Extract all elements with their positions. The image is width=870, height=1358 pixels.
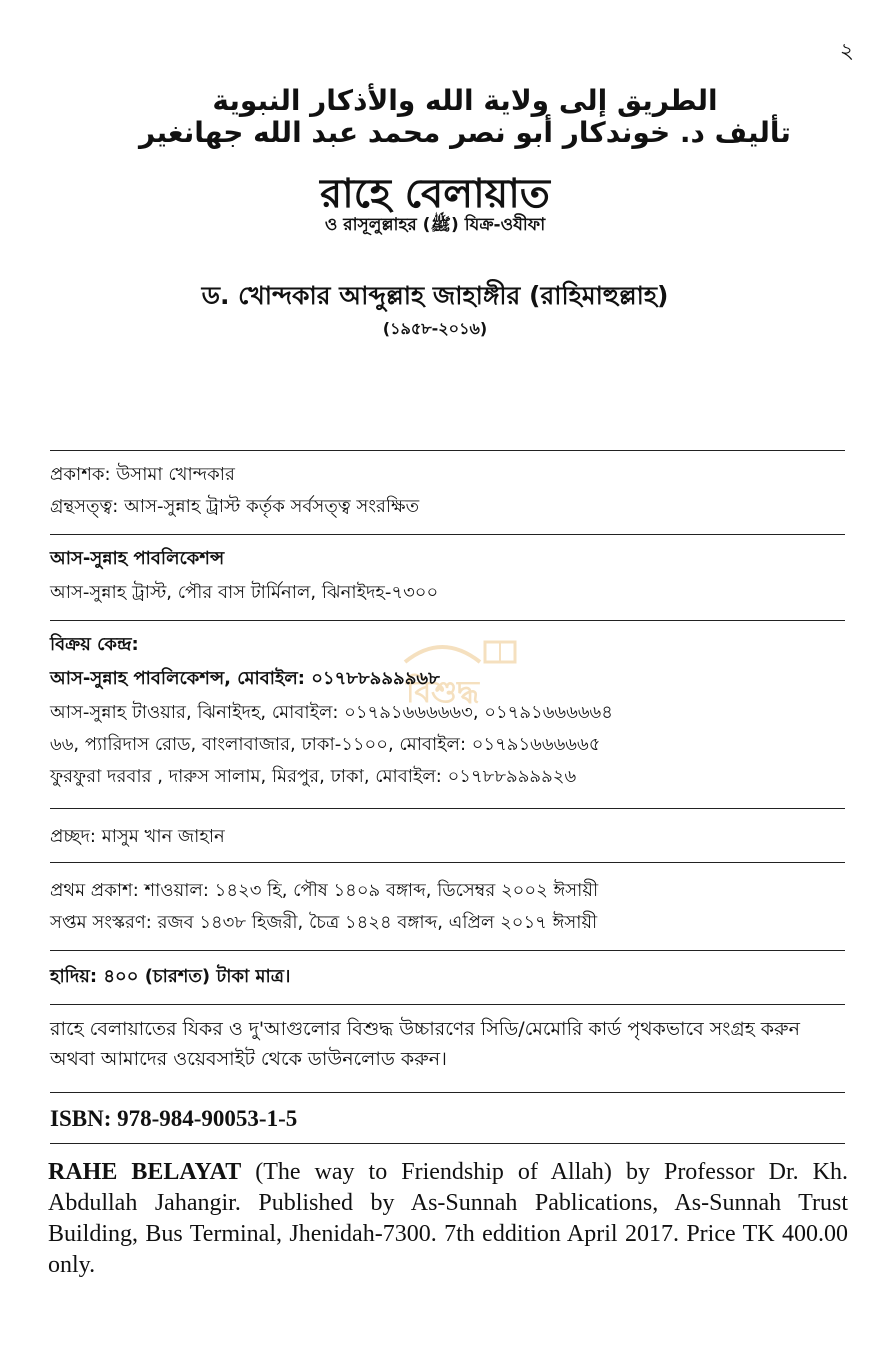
- sales-line-3: ৬৬, প্যারিদাস রোড, বাংলাবাজার, ঢাকা-১১০০, মোবাইল: ০১৭৯১৬৬৬৬৬৫: [50, 734, 601, 755]
- book-subtitle: ও রাসূলুল্লাহর (ﷺ) যিক্র-ওযীফা: [324, 215, 546, 235]
- book-title: রাহে বেলায়াত: [320, 171, 550, 217]
- publication-address: আস-সুন্নাহ ট্রাস্ট, পৌর বাস টার্মিনাল, ঝিনাইদহ-৭৩০০: [50, 582, 439, 603]
- divider: [50, 808, 845, 809]
- publisher-line: প্রকাশক: উসামা খোন্দকার: [50, 464, 235, 485]
- english-colophon: [48, 1157, 848, 1281]
- sales-line-4: ফুরফুরা দরবার , দারুস সালাম, মিরপুর, ঢাকা, মোবাইল: ০১৭৮৮৯৯৯৯২৬: [50, 766, 577, 787]
- publication-name: আস-সুন্নাহ পাবলিকেশন্স: [50, 548, 225, 569]
- first-edition: প্রথম প্রকাশ: শাওয়াল: ১৪২৩ হি, পৌষ ১৪০৯ বঙ্গাব্দ, ডিসেম্বর ২০০২ ঈসায়ী: [50, 880, 599, 901]
- notice-paragraph: রাহে বেলায়াতের যিকর ও দু'আগুলোর বিশুদ্ধ উচ্চারণের সিডি/মেমোরি কার্ড পৃথকভাবে সংগ্রহ করুন অথবা আমাদের ওয়েবসাইট থেকে ডাউনলোড করুন।: [50, 1018, 800, 1070]
- author-name: ড. খোন্দকার আব্দুল্লাহ জাহাঙ্গীর (রাহিমাহুল্লাহ): [201, 281, 669, 310]
- divider: [50, 1092, 845, 1093]
- divider: [50, 620, 845, 621]
- sales-heading: বিক্রয় কেন্দ্র:: [50, 634, 139, 655]
- watermark-text: বিশুদ্ধ: [405, 675, 480, 710]
- divider: [50, 534, 845, 535]
- book-logo-icon: [335, 632, 550, 672]
- divider: [50, 1143, 845, 1144]
- price: হাদিয়: ৪০০ (চারশত) টাকা মাত্র।: [50, 966, 291, 987]
- cover-credit: প্রচ্ছদ: মাসুম খান জাহান: [50, 826, 225, 847]
- copyright-line: গ্রন্থসত্ত্ব: আস-সুন্নাহ ট্রাস্ট কর্তৃক সর্বসত্ত্ব সংরক্ষিত: [50, 496, 420, 517]
- divider: [50, 1004, 845, 1005]
- page-number: ২: [839, 39, 854, 64]
- divider: [50, 950, 845, 951]
- arabic-title: الطريق إلى ولاية الله والأذكار النبوية: [212, 84, 718, 117]
- english-text: (The way to Friendship of Allah) by Professor Dr. Kh. Abdullah Jahangir. Published by As-Sunnah Pablications, As-Sunnah Trust Building, Bus Terminal, Jhenidah-7300. 7th eddition April 2017. Price TK 400.00 only.: [48, 1159, 848, 1278]
- divider: [50, 450, 845, 451]
- sales-line-2: আস-সুন্নাহ টাওয়ার, ঝিনাইদহ, মোবাইল: ০১৭৯১৬৬৬৬৬৩, ০১৭৯১৬৬৬৬৬৪: [50, 702, 613, 723]
- isbn: ISBN: 978-984-90053-1-5: [50, 1106, 298, 1131]
- seventh-edition: সপ্তম সংস্করণ: রজব ১৪৩৮ হিজরী, চৈত্র ১৪২৪ বঙ্গাব্দ, এপ্রিল ২০১৭ ঈসায়ী: [50, 912, 598, 933]
- sales-line-1: আস-সুন্নাহ পাবলিকেশন্স, মোবাইল: ০১৭৮৮৯৯৯৯৬৮: [50, 668, 440, 689]
- divider: [50, 862, 845, 863]
- arabic-author: تأليف د. خوندكار أبو نصر محمد عبد الله جهانغير: [139, 116, 791, 149]
- author-years: (১৯৫৮-২০১৬): [382, 319, 488, 338]
- english-title: RAHE BELAYAT: [48, 1159, 242, 1185]
